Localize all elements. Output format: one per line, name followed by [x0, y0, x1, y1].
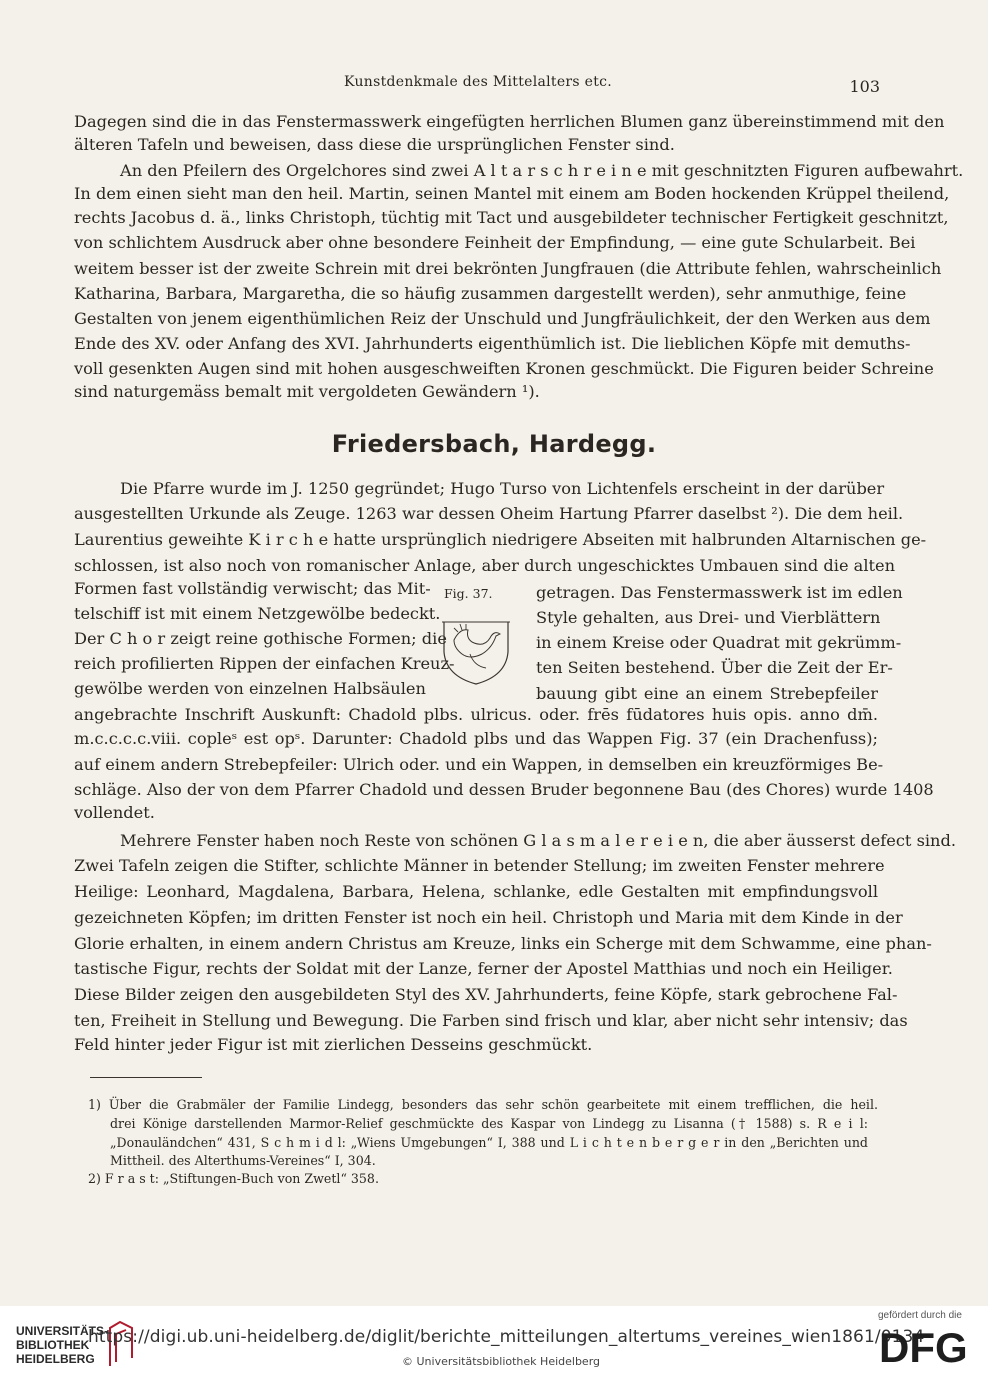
text-line: getragen. Das Fenstermasswerk ist im edlen — [536, 583, 903, 602]
text-line: Gestalten von jenem eigenthümlichen Reiz der Unschuld und Jungfräulichkeit, der den Werken aus dem — [74, 309, 931, 328]
text-line: ten, Freiheit in Stellung und Bewegung. Die Farben sind frisch und klar, aber nicht sehr intensiv; das — [74, 1011, 908, 1030]
figure-caption: Fig. 37. — [444, 586, 493, 601]
dfg-logo: DFG — [879, 1324, 968, 1371]
text-line: Formen fast vollständig verwischt; das Mit- — [74, 579, 431, 598]
section-heading: Friedersbach, Hardegg. — [331, 430, 657, 458]
text-line: Der C h o r zeigt reine gothische Formen; die — [74, 629, 447, 648]
text-line: schlossen, ist also noch von romanischer Anlage, aber durch ungeschicktes Umbauen sind die alten — [74, 556, 896, 575]
text-line: von schlichtem Ausdruck aber ohne besondere Feinheit der Empfindung, — eine gute Schularbeit. Bei — [74, 233, 916, 252]
text-line: Mehrere Fenster haben noch Reste von schönen G l a s m a l e r e i e n, die aber äusserst defect sind. — [120, 831, 956, 850]
text-line: schläge. Also der von dem Pfarrer Chadold und dessen Bruder begonnene Bau (des Chores) wurde 1408 — [74, 780, 934, 799]
footnote-rule — [90, 1077, 202, 1078]
text-line: auf einem andern Strebepfeiler: Ulrich oder. und ein Wappen, in demselben ein kreuzförmiges Be- — [74, 755, 884, 774]
text-line: Dagegen sind die in das Fenstermasswerk eingefügten herrlichen Blumen ganz übereinstimmend mit den — [74, 112, 945, 131]
copyright-notice: © Universitätsbibliothek Heidelberg — [402, 1355, 601, 1368]
footer-bar — [0, 1306, 988, 1379]
library-name-line: BIBLIOTHEK — [16, 1338, 90, 1352]
library-name-line: HEIDELBERG — [16, 1352, 95, 1366]
text-line: Style gehalten, aus Drei- und Vierblättern — [536, 608, 881, 627]
text-line: gezeichneten Köpfen; im dritten Fenster ist noch ein heil. Christoph und Maria mit dem Kinde in der — [74, 908, 903, 927]
text-line: In dem einen sieht man den heil. Martin, seinen Mantel mit einem am Boden hockenden Krüppel theilend, — [74, 184, 950, 203]
text-line: Katharina, Barbara, Margaretha, die so häufig zusammen dargestellt werden), sehr anmuthige, feine — [74, 284, 907, 303]
text-line: Heilige: Leonhard, Magdalena, Barbara, Helena, schlanke, edle Gestalten mit empfindungsvoll — [74, 882, 878, 901]
permalink-url[interactable]: https://digi.ub.uni-heidelberg.de/diglit/berichte_mitteilungen_altertums_vereines_wien1861/0134 — [88, 1327, 925, 1347]
text-line: gewölbe werden von einzelnen Halbsäulen — [74, 679, 426, 698]
text-line: m.c.c.c.c.viii. copleˢ est opˢ. Darunter: Chadold plbs und das Wappen Fig. 37 (ein Drachenfuss); — [74, 729, 878, 748]
running-title: Kunstdenkmale des Mittelalters etc. — [344, 74, 613, 90]
text-line: sind naturgemäss bemalt mit vergoldeten Gewändern ¹). — [74, 382, 540, 401]
text-line: Diese Bilder zeigen den ausgebildeten Styl des XV. Jahrhunderts, feine Köpfe, stark gebrochene Fal- — [74, 985, 898, 1004]
text-line: Ende des XV. oder Anfang des XVI. Jahrhunderts eigenthümlich ist. Die lieblichen Köpfe mit demuths- — [74, 334, 911, 353]
text-line: älteren Tafeln und beweisen, dass diese die ursprünglichen Fenster sind. — [74, 135, 675, 154]
page-number: 103 — [849, 77, 880, 96]
text-line: Glorie erhalten, in einem andern Christus am Kreuze, links ein Scherge mit dem Schwamme, eine phan- — [74, 934, 932, 953]
footnote-line: „Donauländchen“ 431, S c h m i d l: „Wiens Umgebungen“ I, 388 und L i c h t e n b e r g e r in den „Berichten und — [110, 1135, 868, 1150]
text-line: angebrachte Inschrift Auskunft: Chadold plbs. ulricus. oder. frēs fūdatores huis opis. anno dm̄. — [74, 705, 878, 724]
footnote-line: 1) Über die Grabmäler der Familie Lindegg, besonders das sehr schön gearbeitete mit einem trefflichen, die heil. — [88, 1097, 878, 1112]
text-line: Feld hinter jeder Figur ist mit zierlichen Desseins geschmückt. — [74, 1035, 593, 1054]
text-line: bauung gibt eine an einem Strebepfeiler — [536, 684, 878, 703]
text-line: in einem Kreise oder Quadrat mit gekrümm- — [536, 633, 902, 652]
text-line: An den Pfeilern des Orgelchores sind zwei A l t a r s c h r e i n e mit geschnitzten Figuren aufbewahrt. — [120, 161, 964, 180]
funded-by-label: gefördert durch die — [878, 1310, 962, 1321]
footnote-line: Mittheil. des Alterthums-Vereines“ I, 304. — [110, 1153, 376, 1168]
footnote-line: 2) F r a s t: „Stiftungen-Buch von Zwetl“ 358. — [88, 1171, 379, 1186]
page-header — [74, 74, 880, 96]
text-line: voll gesenkten Augen sind mit hohen ausgeschweiften Kronen geschmückt. Die Figuren beider Schreine — [74, 359, 934, 378]
text-line: ausgestellten Urkunde als Zeuge. 1263 war dessen Oheim Hartung Pfarrer daselbst ²). Die dem heil. — [74, 504, 904, 523]
text-line: Zwei Tafeln zeigen die Stifter, schlichte Männer in betender Stellung; im zweiten Fenster mehrere — [74, 856, 885, 875]
library-name-line: UNIVERSITÄTS- — [16, 1324, 109, 1338]
footnote-line: drei Könige darstellenden Marmor-Relief geschmückte des Kaspar von Lindegg zu Lisanna († 1588) s. R e i l: — [110, 1116, 868, 1131]
text-line: ten Seiten bestehend. Über die Zeit der Er- — [536, 658, 893, 677]
text-line: Laurentius geweihte K i r c h e hatte ursprünglich niedrigere Abseiten mit halbrunden Altarnischen ge- — [74, 530, 927, 549]
text-line: vollendet. — [74, 803, 155, 822]
dragon-foot-coat-of-arms-icon — [440, 608, 512, 686]
text-line: tastische Figur, rechts der Soldat mit der Lanze, ferner der Apostel Matthias und noch ein Heiliger. — [74, 959, 893, 978]
text-line: rechts Jacobus d. ä., links Christoph, tüchtig mit Tact und ausgebildeter technischer Fertigkeit geschnitzt, — [74, 208, 949, 227]
text-line: telschiff ist mit einem Netzgewölbe bedeckt. — [74, 604, 441, 623]
text-line: reich profilierten Rippen der einfachen Kreuz- — [74, 654, 455, 673]
text-line: weitem besser ist der zweite Schrein mit drei bekrönten Jungfrauen (die Attribute fehlen, wahrscheinlich — [74, 259, 942, 278]
figure-37 — [438, 584, 514, 688]
text-line: Die Pfarre wurde im J. 1250 gegründet; Hugo Turso von Lichtenfels erscheint in der darüber — [120, 479, 885, 498]
